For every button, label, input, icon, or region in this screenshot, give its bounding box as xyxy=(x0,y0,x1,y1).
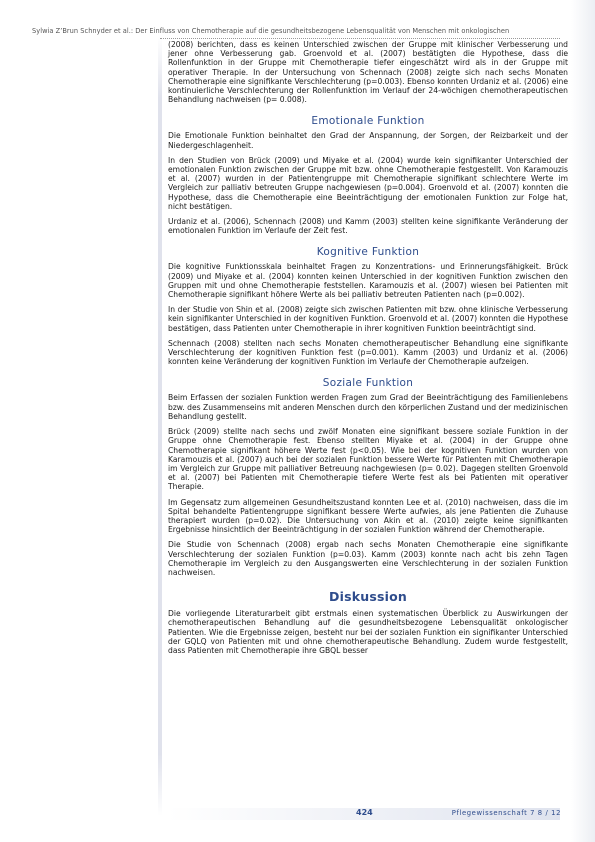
paragraph: In der Studie von Shin et al. (2008) zeigte sich zwischen Patienten mit bzw. ohne klinische Verbesserung kein signifikanter Unterschied in der kognitiven Funktion. Groenvold et al. (2007) konnten die Hypothese bestätigen, dass Patienten unter Chemotherapie in ihrer kognitiven Funktion beeinträchtigt sind. xyxy=(168,305,568,333)
journal-name: Pflegewissenschaft 7 8 / 12 xyxy=(451,809,561,817)
section-title-diskussion: Diskussion xyxy=(329,589,407,605)
section-title-emotionale: Emotionale Funktion xyxy=(311,115,425,128)
intro-paragraph: (2008) berichten, dass es keinen Unterschied zwischen der Gruppe mit klinischer Verbesserung und jener ohne Verbesserung gab. Groenvold et al. (2007) bestätigten die Hypothese, dass die Rollenfunktion in der Gruppe mit Chemotherapie tiefer eingeschätzt wird als in der Gruppe mit operativer Therapie. In der Untersuchung von Schennach (2008) zeigte sich nach sechs Monaten Chemotherapie eine signifikante Verschlechterung (p=0.003). Ebenso konnten Urdaniz et al. (2006) eine kontinuierliche Verschlechterung der Rollenfunktion im Verlauf der 24-wöchigen chemotherapeutischen Behandlung nachweisen (p= 0.008). xyxy=(168,40,568,105)
paragraph: Die Emotionale Funktion beinhaltet den Grad der Anspannung, der Sorgen, der Reizbarkeit und der Niedergeschlagenheit. xyxy=(168,131,568,150)
paragraph: Die Studie von Schennach (2008) ergab nach sechs Monaten Chemotherapie eine signifikante Verschlechterung der sozialen Funktion (p=0.03). Kamm (2003) konnte nach acht bis zehn Tagen Chemotherapie im Vergleich zu den Ausgangswerten eine Verschlechterung in der sozialen Funktion nachweisen. xyxy=(168,540,568,577)
article-body xyxy=(168,40,568,661)
paragraph: Schennach (2008) stellten nach sechs Monaten chemotherapeutischer Behandlung eine signifikante Verschlechterung der kognitiven Funktion fest (p=0.001). Kamm (2003) und Urdaniz et al. (2006) konnten keine Veränderung der kognitiven Funktion im Verlaufe der Chemotherapie aufzeigen. xyxy=(168,338,568,367)
header-rule xyxy=(160,38,560,39)
paragraph: Beim Erfassen der sozialen Funktion werden Fragen zum Grad der Beeinträchtigung des Familienlebens bzw. des Zusammenseins mit anderen Menschen durch den körperlichen Zustand und der medizinischen Behandlung gestellt. xyxy=(168,393,568,421)
margin-decoration-bar xyxy=(158,36,162,816)
section-title-kognitive: Kognitive Funktion xyxy=(316,246,420,259)
page-number: 424 xyxy=(356,808,373,817)
page-edge-shade xyxy=(571,0,595,842)
paragraph: Brück (2009) stellte nach sechs und zwölf Monaten eine signifikant bessere soziale Funktion in der Gruppe ohne Chemotherapie fest. Ebenso stellten Miyake et al. (2004) in der Gruppe ohne Chemotherapie signifikant höhere Werte fest (p<0.05). Wie bei der kognitiven Funktion wurden von Karamouzis et al. (2007) auch bei der sozialen Funktion bessere Werte für Patienten mit Chemotherapie im Vergleich zur Gruppe mit palliativer Betreuung nachgewiesen (p= 0.02). Dagegen stellten Groenvold et al. (2007) bei Patienten mit Chemotherapie tiefere Werte fest als bei Patienten mit operativer Therapie. xyxy=(168,427,568,492)
running-header: Sylwia Z’Brun Schnyder et al.: Der Einfluss von Chemotherapie auf die gesundheitsbezogene Lebensqualität von Menschen mit onkologischen xyxy=(32,27,510,35)
section-title-soziale: Soziale Funktion xyxy=(322,377,414,390)
paragraph: Im Gegensatz zum allgemeinen Gesundheitszustand konnten Lee et al. (2010) nachweisen, dass die im Spital behandelte Patientengruppe signifikant bessere Werte aufwies, als jene Patienten die Zuhause therapiert wurden (p=0.02). Die Untersuchung von Akin et al. (2010) zeigte keine signifikanten Ergebnisse hinsichtlich der Beeinträchtigung in der sozialen Funktion während der Chemotherapie. xyxy=(168,497,568,535)
paragraph: Urdaniz et al. (2006), Schennach (2008) und Kamm (2003) stellten keine signifikante Veränderung der emotionalen Funktion im Verlaufe der Zeit fest. xyxy=(168,217,568,236)
paragraph: In den Studien von Brück (2009) und Miyake et al. (2004) wurde kein signifikanter Unterschied der emotionalen Funktion zwischen der Gruppe mit bzw. ohne Chemotherapie festgestellt. Von Karamouzis et al. (2007) wurden in der Patientengruppe mit Chemotherapie signifikant schlechtere Werte im Vergleich zur palliativ betreuten Gruppe nachgewiesen (p=0.004). Groenvold et al. (2007) konnten die Hypothese, dass die Chemotherapie eine Beeinträchtigung der emotionalen Funktion zur Folge hat, nicht bestätigen. xyxy=(168,155,568,211)
paragraph: Die kognitive Funktionsskala beinhaltet Fragen zu Konzentrations- und Erinnerungsfähigkeit. Brück (2009) und Miyake et al. (2004) konnten keinen Unterschied in der kognitiven Funktion zwischen den Gruppen mit und ohne Chemotherapie feststellen. Karamouzis et al. (2007) wiesen bei Patienten mit Chemotherapie signifikant höhere Werte als bei palliativ betreuten Patienten nach (p=0.002). xyxy=(168,262,568,300)
paragraph: Die vorliegende Literaturarbeit gibt erstmals einen systematischen Überblick zu Auswirkungen der chemotherapeutischen Behandlung auf die gesundheitsbezogene Lebensqualität onkologischer Patienten. Wie die Ergebnisse zeigen, besteht nur bei der sozialen Funktion ein signifikanter Unterschied der GQLQ von Patienten mit und ohne chemotherapeutische Behandlung. Zudem wurde festgestellt, dass Patienten mit Chemotherapie ihre GBQL besser xyxy=(168,609,568,655)
